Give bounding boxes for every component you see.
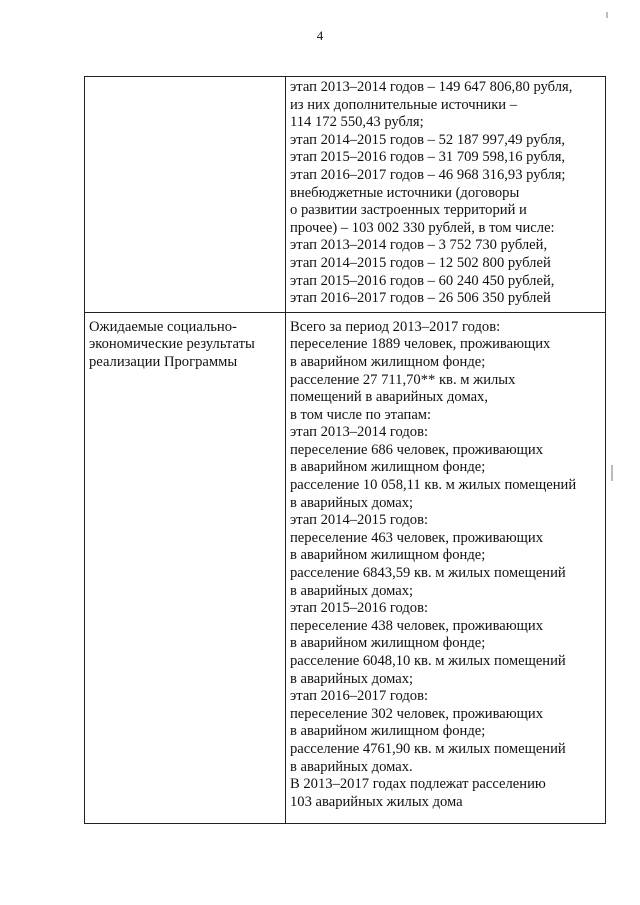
text-line: расселение 6843,59 кв. м жилых помещений [290,565,566,582]
row-label-cell: Ожидаемые социально-экономические результаты реализации Программы [85,312,286,823]
text-line: переселение 686 человек, проживающих [290,441,544,458]
text-line: В 2013–2017 годах подлежат расселению [290,776,546,793]
text-line: в аварийном жилищном фонде; [290,723,486,740]
text-line: 114 172 550,43 рубля; [290,114,424,131]
text-line: о развитии застроенных территорий и [290,202,527,219]
text-line: расселение 4761,90 кв. м жилых помещений [290,740,566,757]
text-line: переселение 438 человек, проживающих [290,617,544,634]
text-line: этап 2016–2017 годов – 46 968 316,93 рубля; [290,166,566,183]
text-line: в аварийном жилищном фонде; [290,547,486,564]
text-line: переселение 1889 человек, проживающих [290,336,551,353]
text-line: помещений в аварийных домах, [290,389,489,406]
page-number: 4 [316,28,324,43]
text-line: в аварийном жилищном фонде; [290,353,486,370]
text-line: из них дополнительные источники – [290,96,518,113]
text-line: в аварийных домах; [290,494,414,511]
text-line: 103 аварийных жилых дома [290,793,463,810]
text-line: в том числе по этапам: [290,406,432,423]
text-line: в аварийных домах. [290,758,413,775]
text-line: прочее) – 103 002 330 рублей, в том числе: [290,219,555,236]
text-line: этап 2013–2014 годов – 149 647 806,80 рубля, [290,79,573,95]
text-line: этап 2014–2015 годов – 12 502 800 рублей [290,254,551,271]
text-line: внебюджетные источники (договоры [290,184,520,201]
row-value-cell [286,312,606,823]
scan-artifact-mark [611,465,613,481]
text-line: этап 2013–2014 годов – 3 752 730 рублей, [290,237,548,254]
text-line: расселение 6048,10 кв. м жилых помещений [290,653,566,669]
row-label-cell [85,77,286,313]
text-line: расселение 27 711,70** кв. м жилых [290,371,516,388]
text-line: этап 2014–2015 годов – 52 187 997,49 рубля, [290,131,566,148]
text-line: переселение 463 человек, проживающих [290,529,544,546]
text-line: этап 2015–2016 годов – 60 240 450 рублей, [290,272,555,289]
table-row-expected-results [85,312,606,823]
text-line: в аварийном жилищном фонде; [290,635,486,652]
text-line: в аварийном жилищном фонде; [290,459,486,476]
text-line: в аварийных домах; [290,582,414,599]
text-line: этап 2016–2017 годов: [290,688,429,705]
text-line: в аварийных домах; [290,670,414,687]
text-line: этап 2013–2014 годов: [290,424,429,441]
text-line: этап 2016–2017 годов – 26 506 350 рублей [290,290,551,307]
text-line: этап 2015–2016 годов: [290,600,429,617]
text-line: этап 2014–2015 годов: [290,512,429,529]
program-passport-table [84,76,606,824]
table-row-funding [85,77,606,313]
row-value-cell [286,77,606,313]
text-line: переселение 302 человек, проживающих [290,705,544,722]
text-line: Всего за период 2013–2017 годов: [290,318,501,335]
text-line: расселение 10 058,11 кв. м жилых помещений [290,477,577,494]
scan-artifact-mark [606,12,608,18]
text-line: этап 2015–2016 годов – 31 709 598,16 рубля, [290,149,566,166]
